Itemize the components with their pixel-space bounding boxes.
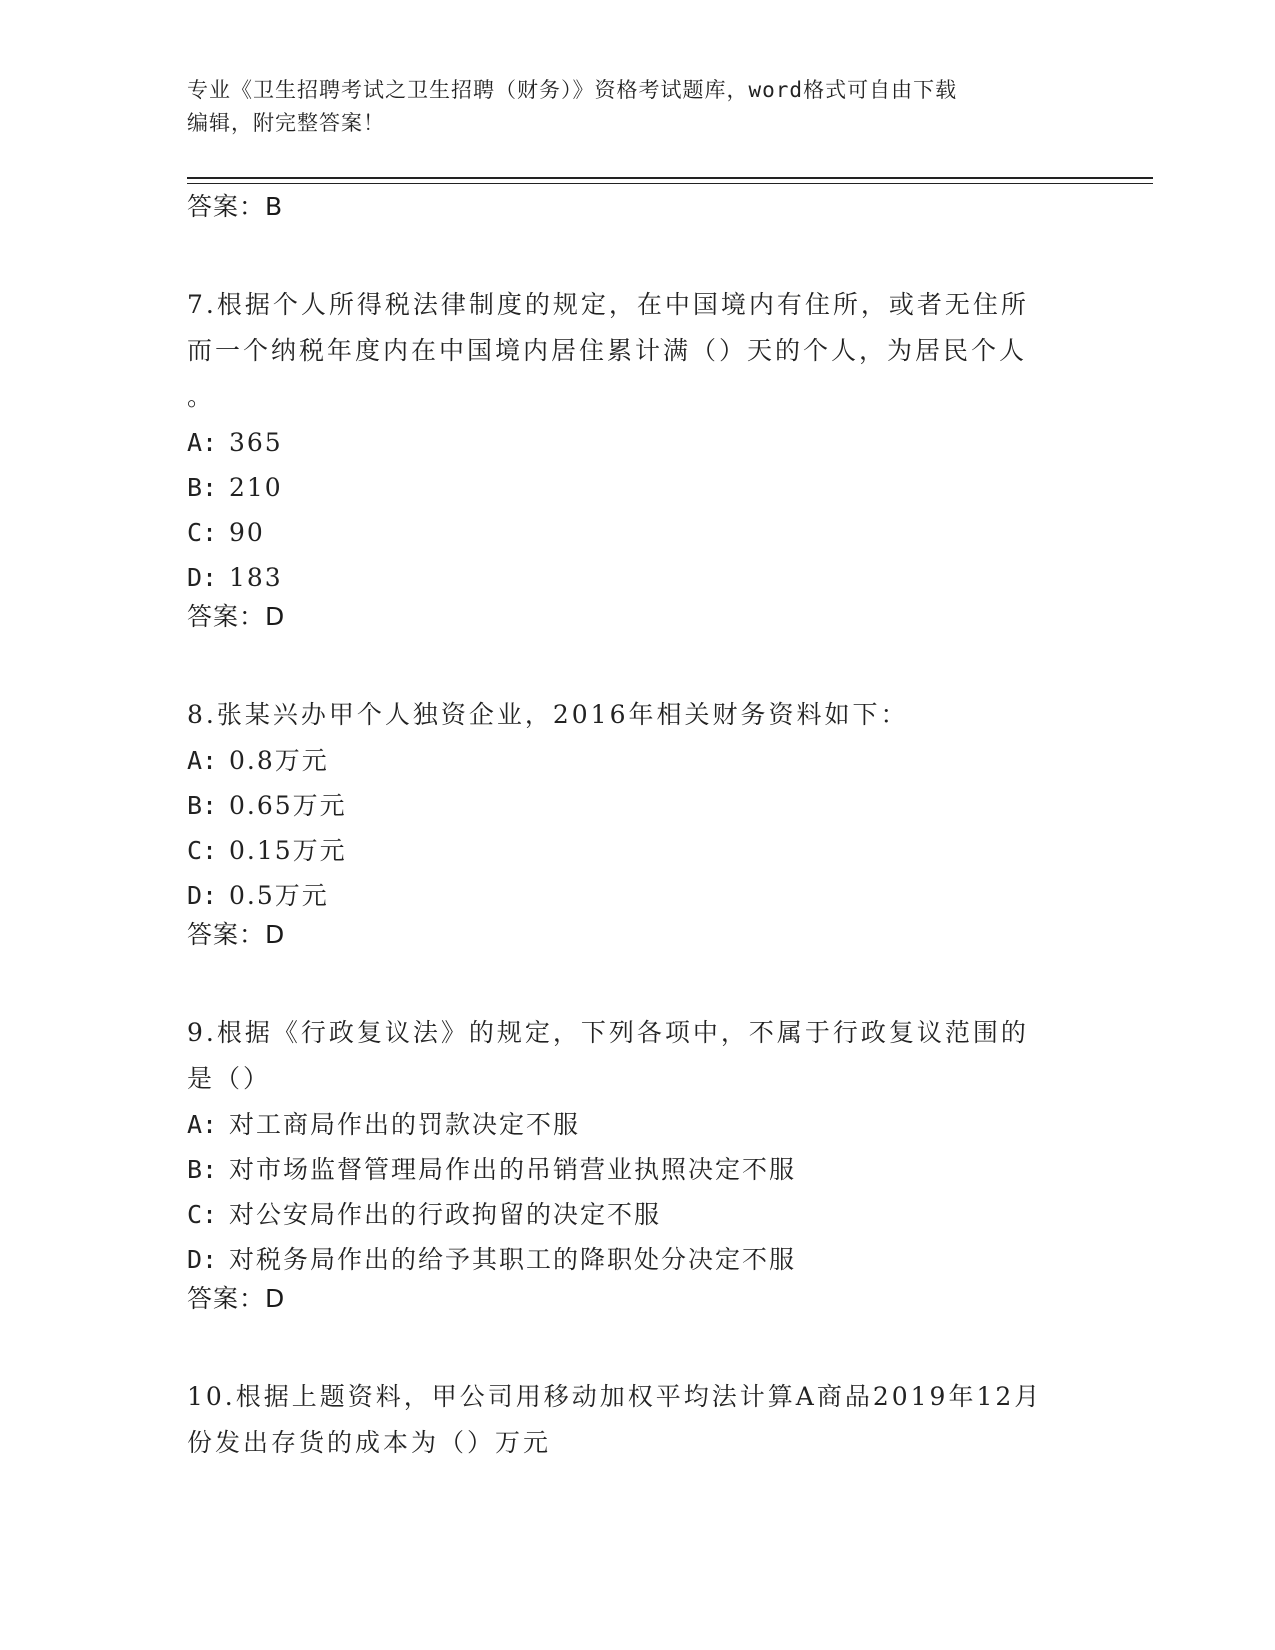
option-c (187, 510, 1087, 555)
option-text: 0.8万元 (229, 746, 329, 775)
option-text: 0.65万元 (229, 791, 347, 820)
option-text: 0.15万元 (229, 836, 347, 865)
question-block (187, 1374, 1087, 1466)
option-text: 365 (229, 428, 283, 457)
question-line: 而一个纳税年度内在中国境内居住累计满（）天的个人，为居民个人 (187, 336, 1028, 365)
header-line-2: 编辑，附完整答案！ (187, 111, 385, 135)
option-text: 90 (229, 518, 265, 547)
question-text (187, 282, 1087, 420)
question-line: 9.根据《行政复议法》的规定，下列各项中，不属于行政复议范围的 (187, 1018, 1029, 1047)
spacer (187, 646, 1087, 692)
option-b (187, 783, 1087, 828)
option-key: C: (187, 836, 218, 865)
spacer (187, 964, 1087, 1010)
header-rule-thin (187, 183, 1153, 184)
question-block (187, 1010, 1087, 1328)
option-text: 0.5万元 (229, 881, 329, 910)
header-rule-thick (187, 177, 1153, 179)
option-text: 对税务局作出的给予其职工的降职处分决定不服 (229, 1245, 797, 1274)
spacer (187, 236, 1087, 282)
option-text: 对工商局作出的罚款决定不服 (229, 1110, 581, 1139)
option-d (187, 1237, 1087, 1282)
header-line-1: 专业《卫生招聘考试之卫生招聘（财务）》资格考试题库，word格式可自由下载 (187, 78, 958, 102)
option-key: B: (187, 1155, 218, 1184)
option-text: 对市场监督管理局作出的吊销营业执照决定不服 (229, 1155, 797, 1184)
option-key: B: (187, 791, 218, 820)
option-key: C: (187, 518, 218, 547)
option-key: D: (187, 881, 218, 910)
answer-line: 答案：B (187, 192, 284, 221)
question-text (187, 1374, 1087, 1466)
question-line: 8.张某兴办甲个人独资企业，2016年相关财务资料如下： (187, 700, 909, 729)
option-a (187, 1102, 1087, 1147)
option-text: 183 (229, 563, 283, 592)
question-line: 。 (187, 382, 216, 411)
option-c (187, 828, 1087, 873)
page-header (187, 74, 1087, 140)
answer-line: 答案：D (187, 602, 286, 631)
option-key: C: (187, 1200, 218, 1229)
answer-line: 答案：D (187, 1284, 286, 1313)
option-text: 210 (229, 473, 283, 502)
option-a (187, 738, 1087, 783)
spacer (187, 1328, 1087, 1374)
question-block (187, 692, 1087, 964)
option-d (187, 555, 1087, 600)
question-line: 10.根据上题资料，甲公司用移动加权平均法计算A商品2019年12月 (187, 1382, 1043, 1411)
question-text (187, 692, 1087, 738)
question-line: 份发出存货的成本为（）万元 (187, 1428, 552, 1457)
question-text (187, 1010, 1087, 1102)
option-b (187, 465, 1087, 510)
option-c (187, 1192, 1087, 1237)
option-d (187, 873, 1087, 918)
question-list (187, 190, 1087, 1466)
option-key: D: (187, 1245, 218, 1274)
question-block (187, 282, 1087, 646)
question-line: 是（） (187, 1064, 272, 1093)
option-key: A: (187, 746, 218, 775)
option-key: A: (187, 1110, 218, 1139)
option-b (187, 1147, 1087, 1192)
question-line: 7.根据个人所得税法律制度的规定，在中国境内有住所，或者无住所 (187, 290, 1029, 319)
option-key: A: (187, 428, 218, 457)
option-text: 对公安局作出的行政拘留的决定不服 (229, 1200, 662, 1229)
option-key: D: (187, 563, 218, 592)
option-a (187, 420, 1087, 465)
option-key: B: (187, 473, 218, 502)
answer-line: 答案：D (187, 920, 286, 949)
